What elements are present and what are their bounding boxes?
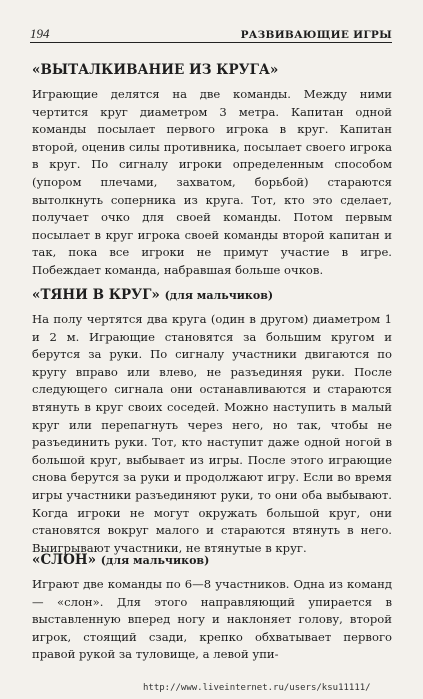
section-title	[32, 287, 392, 303]
section-title	[32, 552, 392, 568]
header-rule	[30, 42, 392, 43]
title-text: «ВЫТАЛКИВАНИЕ ИЗ КРУГА»	[32, 62, 279, 78]
title-subtitle: (для мальчиков)	[164, 289, 274, 302]
section-slon	[32, 552, 392, 664]
watermark-url: http://www.liveinternet.ru/users/ksu11111/	[143, 683, 371, 693]
section-tyani-v-krug	[32, 287, 392, 557]
section-body: Играют две команды по 6—8 участников. Одна из команд — «слон». Для этого направляющий упирается в выставленную вперед ногу и наклоняет голову, второй игрок, стоящий сзади, крепко обхватывает первого правой рукой за туловище, а левой упи-	[32, 577, 392, 662]
section-body: На полу чертятся два круга (один в другом) диаметром 1 и 2 м. Играющие становятся за большим кругом и берутся за руки. По сигналу участники двигаются по кругу вправо или влево, не разъединяя руки. После следующего сигнала они останавливаются и стараются втянуть в круг своих соседей. Можно наступить в малый круг или перепагнуть через него, но так, чтобы не разъединить руки. Тот, кто наступит даже одной ногой в большой круг, выбывает из игры. После этого играющие снова берутся за руки и продолжают игру. Если во время игры участники разъединяют руки, то они оба выбывают. Когда игроки не могут окружать большой круг, они становятся вокруг малого и стараются втянуть в него. Выигрывают участники, не втянутые в круг.	[32, 312, 392, 555]
title-subtitle: (для мальчиков)	[100, 554, 210, 567]
title-text: «СЛОН»	[32, 552, 97, 568]
running-head: РАЗВИВАЮЩИЕ ИГРЫ	[240, 29, 392, 41]
title-text: «ТЯНИ В КРУГ»	[32, 287, 160, 303]
page-header	[30, 26, 392, 42]
section-title	[32, 62, 392, 78]
section-vytalkivanie	[32, 62, 392, 280]
section-body: Играющие делятся на две команды. Между ними чертится круг диаметром 3 метра. Капитан одной команды посылает первого игрока в круг. Капитан второй, оценив силы противника, посылает своего игрока в круг. По сигналу игроки определенным способом (упором плечами, захватом, борьбой) стараются вытолкнуть соперника из круга. Тот, кто это сделает, получает очко для своей команды. Потом первым посылает в круг игрока своей команды второй капитан и так, пока все игроки не примут участие в игре. Побеждает команда, набравшая больше очков.	[32, 87, 392, 277]
page-number: 194	[30, 26, 50, 41]
